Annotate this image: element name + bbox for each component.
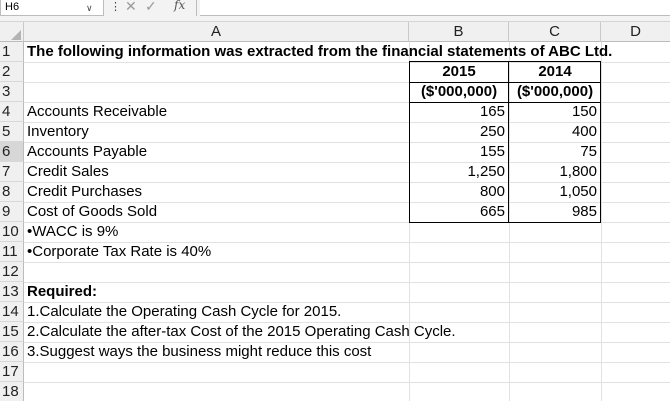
cell-c7-value[interactable]: 1,800 [559, 163, 597, 180]
cell-a7-label[interactable]: Credit Sales [27, 163, 109, 180]
row-header-5[interactable]: 5 [0, 122, 24, 142]
row-header-7[interactable]: 7 [0, 162, 24, 182]
row-header-16[interactable]: 16 [0, 342, 24, 362]
column-header-b[interactable]: B [409, 22, 509, 42]
cell-b9-value[interactable]: 665 [479, 203, 505, 220]
select-all-icon [11, 30, 21, 40]
gridline [24, 362, 670, 363]
cell-a8-label[interactable]: Credit Purchases [27, 183, 143, 200]
cell-c4-value[interactable]: 150 [571, 103, 597, 120]
row-header-10[interactable]: 10 [0, 222, 24, 242]
row-header-11[interactable]: 11 [0, 242, 24, 262]
cell-b3-unit[interactable]: ($'000,000) [420, 83, 498, 100]
row-header-1[interactable]: 1 [0, 42, 24, 62]
cell-b2-year[interactable]: 2015 [442, 63, 476, 80]
row-header-13[interactable]: 13 [0, 282, 24, 302]
row-header-15[interactable]: 15 [0, 322, 24, 342]
row-header-14[interactable]: 14 [0, 302, 24, 322]
more-options-icon[interactable]: ⋮ [110, 1, 121, 13]
cell-c8-value[interactable]: 1,050 [559, 183, 597, 200]
select-all-button[interactable] [0, 22, 24, 42]
cell-a4-label[interactable]: Accounts Receivable [27, 103, 168, 120]
column-header-c[interactable]: C [509, 22, 601, 42]
cell-a10-note[interactable]: •WACC is 9% [27, 223, 119, 240]
gridline [24, 262, 670, 263]
cell-a6-label[interactable]: Accounts Payable [27, 143, 148, 160]
row-header-8[interactable]: 8 [0, 182, 24, 202]
gridline [24, 382, 670, 383]
cell-a11-note[interactable]: •Corporate Tax Rate is 40% [27, 243, 212, 260]
column-header-row [0, 22, 670, 42]
cancel-icon[interactable]: ✕ [125, 0, 137, 14]
formula-bar-area [0, 0, 670, 22]
column-header-a[interactable]: A [24, 22, 409, 42]
row-header-17[interactable]: 17 [0, 362, 24, 382]
cell-c5-value[interactable]: 400 [571, 123, 597, 140]
cell-c2-year[interactable]: 2014 [538, 63, 572, 80]
insert-function-icon[interactable]: fx [174, 0, 186, 12]
row-header-9[interactable]: 9 [0, 202, 24, 222]
cell-c3-unit[interactable]: ($'000,000) [516, 83, 594, 100]
enter-checkmark-icon[interactable]: ✓ [145, 0, 157, 14]
row-header-2[interactable]: 2 [0, 62, 24, 82]
cell-a14-question[interactable]: 1.Calculate the Operating Cash Cycle for 2015. [27, 303, 342, 320]
cell-c6-value[interactable]: 75 [580, 143, 597, 160]
column-header-d[interactable]: D [630, 23, 641, 40]
cell-b7-value[interactable]: 1,250 [467, 163, 505, 180]
formula-input[interactable] [200, 0, 670, 16]
name-box-value: H6 [5, 1, 20, 13]
formula-bar-divider [196, 0, 197, 16]
chevron-down-icon[interactable]: ∨ [86, 3, 93, 13]
row-header-4[interactable]: 4 [0, 102, 24, 122]
cell-a1-title[interactable]: The following information was extracted from the financial statements of ABC Ltd. [27, 43, 613, 60]
cell-a15-question[interactable]: 2.Calculate the after-tax Cost of the 2015 Operating Cash Cycle. [27, 323, 456, 340]
cell-b5-value[interactable]: 250 [479, 123, 505, 140]
row-header-12[interactable]: 12 [0, 262, 24, 282]
row-header-18[interactable]: 18 [0, 382, 24, 401]
row-header-3[interactable]: 3 [0, 82, 24, 102]
cell-b6-value[interactable]: 155 [479, 143, 505, 160]
cell-c9-value[interactable]: 985 [571, 203, 597, 220]
cell-b4-value[interactable]: 165 [479, 103, 505, 120]
cell-a5-label[interactable]: Inventory [27, 123, 89, 140]
cell-b8-value[interactable]: 800 [479, 183, 505, 200]
cell-a16-question[interactable]: 3.Suggest ways the business might reduce this cost [27, 343, 372, 360]
row-header-6[interactable]: 6 [0, 142, 24, 162]
cell-a9-label[interactable]: Cost of Goods Sold [27, 203, 158, 220]
cell-a13-required[interactable]: Required: [27, 283, 98, 300]
